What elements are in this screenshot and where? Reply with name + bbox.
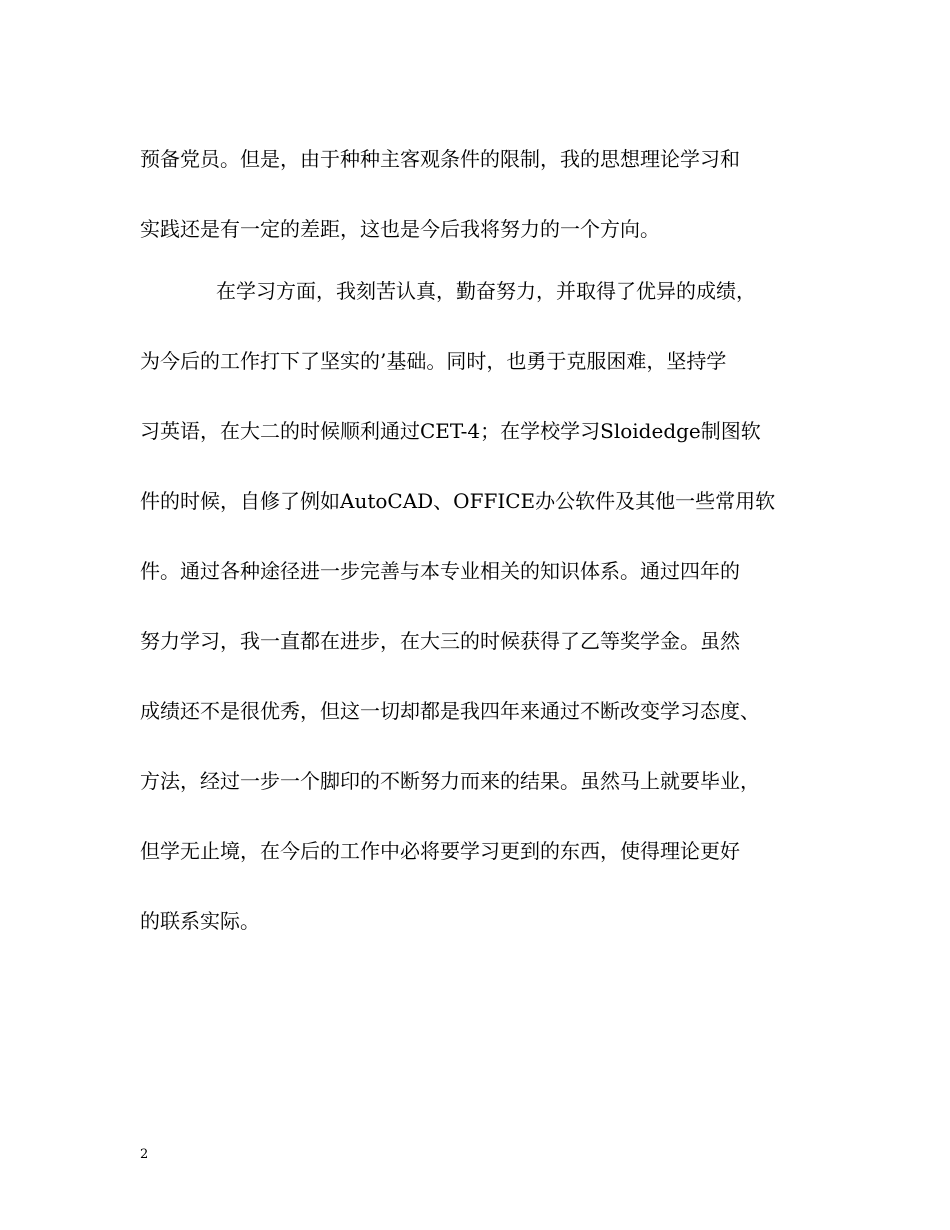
body-text-line: 成绩还不是很优秀，但这一切却都是我四年来通过不断改变学习态度、: [140, 699, 760, 723]
paragraph-first-line: 在学习方面，我刻苦认真，勤奋努力，并取得了优异的成绩，: [216, 279, 756, 303]
body-text-line: 预备党员。但是，由于种种主客观条件的限制，我的思想理论学习和: [140, 147, 740, 171]
body-text-line: 但学无止境，在今后的工作中必将要学习更到的东西，使得理论更好: [140, 839, 740, 863]
body-text-line: 件的时候，自修了例如AutoCAD、OFFICE办公软件及其他一些常用软: [140, 489, 776, 513]
body-text-line: 实践还是有一定的差距，这也是今后我将努力的一个方向。: [140, 217, 660, 241]
body-text-line: 的联系实际。: [140, 909, 260, 933]
body-text-line: 件。通过各种途径进一步完善与本专业相关的知识体系。通过四年的: [140, 559, 740, 583]
page-number: 2: [140, 1147, 149, 1162]
body-text-line: 习英语，在大二的时候顺利通过CET-4；在学校学习Sloidedge制图软: [140, 419, 761, 443]
body-text-line: 努力学习，我一直都在进步，在大三的时候获得了乙等奖学金。虽然: [140, 629, 740, 653]
body-text-line: 为今后的工作打下了坚实的’基础。同时，也勇于克服困难，坚持学: [140, 349, 727, 373]
body-text-line: 方法，经过一步一个脚印的不断努力而来的结果。虽然马上就要毕业，: [140, 769, 760, 793]
